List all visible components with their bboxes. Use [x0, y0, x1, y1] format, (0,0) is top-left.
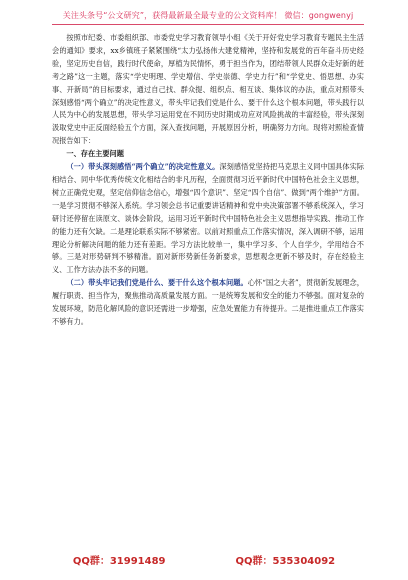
section-heading: 一、存在主要问题 — [66, 149, 124, 159]
sub-section-2-title: （二）带头牢记我们党是什么、要干什么这个根本问题。 — [66, 278, 248, 288]
footer-qq-1: QQ群：31991489 — [72, 556, 166, 567]
sub-section-1 — [52, 161, 364, 277]
header-banner: 关注头条号“公文研究”，获得最新最全最专业的公文资料库！ 微信：gongwenyj — [62, 11, 354, 20]
page-footer — [0, 552, 408, 568]
sub-section-2 — [52, 277, 364, 329]
document-body — [52, 32, 364, 540]
footer-qq-2: QQ群：535304092 — [235, 556, 336, 567]
page-header — [52, 4, 364, 25]
intro-paragraph: 按照市纪委、市委组织部、市委党史学习教育领导小组《关于开好党史学习教育专题民主生活会的通知》要求，xx乡镇班子紧紧围绕“太力弘扬伟大建党精神，坚持和发展党的百年奋斗历史经验，坚定历史自信，践行时代使命，厚植为民情怀，勇于担当作为，团结带领人民群众走好新的赶考之路”这一主题，落实“学史明理、学史增信、学史崇德、学史力行”和“学党史、悟思想、办实事、开新局”的目标要求，通过自己找、群众提、组织点、相互谈、集体议的办法，重点对照带头深刻感悟“两个确立”的决定性意义，带头牢记我们党是什么、要干什么这个根本问题，带头践行以人民为中心的发展思想，带头学习运用党在不同历史时期成功应对风险挑战的丰富经验，带头深刻汲取党史中正反面经验五个方面，深入查找问题，开展原因分析，明确努力方向。现将对照检查情况报告如下： — [52, 33, 364, 146]
sub-section-1-title: （一）带头深刻感悟“两个确立”的决定性意义。 — [66, 162, 220, 172]
sub-section-1-text: 深刻感悟党坚持把马克思主义同中国具体实际相结合、同中华优秀传统文化相结合的非凡历程，全面贯彻习近平新时代中国特色社会主义思想，树立正确党史观，坚定信仰信念信心，增强“四个意识”、坚定“四个自信”、做到“两个维护”方面。一是学习贯彻不够深入系统。学习领会总书记重要讲话精神和党中央决策部署不够系统深入，学习研讨还停留在读原文、谈体会阶段，运用习近平新时代中国特色社会主义思想指导实践、推动工作的能力还有欠缺。二是理论联系实际不够紧密。以前对照重点工作落实情况，深入调研不够，运用理论分析解决问题的能力还有差距。学习方法比较单一，集中学习多、个人自学少，学用结合不够。三是对形势研判不够精准。面对新形势新任务新要求，思想观念更新不够及时，存在经验主义、工作方法办法不多的问题。 — [52, 162, 364, 275]
sub-section-2-text: 心怀“国之大者”，贯彻新发展理念，履行职责、担当作为，聚焦推动高质量发展方面。一是统筹发展和安全的能力不够强。面对复杂的发展环境，防范化解风险的意识还需进一步增强，应急处置能力有待提升。二是推进重点工作落实不够有力。 — [52, 278, 364, 326]
